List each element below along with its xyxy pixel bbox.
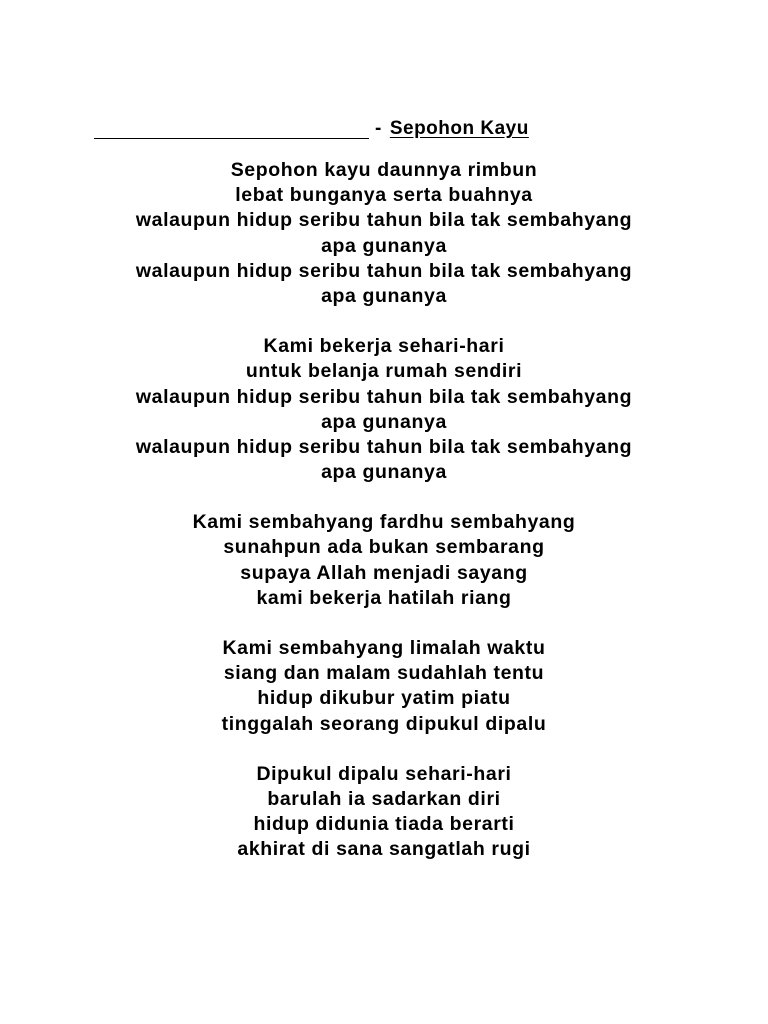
lyric-line: Kami bekerja sehari-hari bbox=[263, 335, 505, 358]
stanza bbox=[0, 510, 768, 611]
lyric-line: barulah ia sadarkan diri bbox=[267, 787, 501, 810]
lyric-line: walaupun hidup seribu tahun bila tak sembahyang bbox=[135, 209, 633, 232]
lyric-line: lebat bunganya serta buahnya bbox=[235, 184, 533, 207]
lyric-line: tinggalah seorang dipukul dipalu bbox=[221, 712, 547, 735]
lyric-line: hidup didunia tiada berarti bbox=[253, 813, 515, 836]
lyric-line: apa gunanya bbox=[321, 234, 447, 257]
stanza bbox=[0, 762, 768, 863]
stanza bbox=[0, 334, 768, 485]
lyric-line: walaupun hidup seribu tahun bila tak sembahyang bbox=[135, 385, 633, 408]
stanza bbox=[0, 636, 768, 737]
lyrics-body bbox=[0, 158, 768, 888]
title-blank-line bbox=[94, 138, 369, 139]
lyric-line: kami bekerja hatilah riang bbox=[256, 586, 512, 609]
lyric-line: siang dan malam sudahlah tentu bbox=[223, 662, 545, 685]
stanza bbox=[0, 158, 768, 309]
lyric-line: akhirat di sana sangatlah rugi bbox=[237, 838, 531, 861]
lyric-line: walaupun hidup seribu tahun bila tak sembahyang bbox=[135, 259, 633, 282]
title-label: Sepohon Kayu bbox=[389, 118, 529, 139]
title-row bbox=[0, 118, 768, 148]
title-dash: - bbox=[375, 118, 382, 139]
lyric-line: untuk belanja rumah sendiri bbox=[245, 360, 523, 383]
lyric-line: apa gunanya bbox=[321, 284, 447, 307]
lyric-line: Dipukul dipalu sehari-hari bbox=[256, 762, 512, 785]
song-title bbox=[375, 118, 529, 140]
lyric-line: Kami sembahyang limalah waktu bbox=[222, 637, 546, 659]
lyric-line: apa gunanya bbox=[321, 461, 447, 484]
lyric-line: Sepohon kayu daunnya rimbun bbox=[230, 159, 538, 181]
lyric-line: walaupun hidup seribu tahun bila tak sembahyang bbox=[135, 435, 633, 458]
lyric-line: supaya Allah menjadi sayang bbox=[240, 561, 528, 584]
lyric-line: apa gunanya bbox=[321, 410, 447, 433]
lyric-line: hidup dikubur yatim piatu bbox=[257, 687, 511, 710]
lyric-line: Kami sembahyang fardhu sembahyang bbox=[192, 511, 576, 534]
lyric-line: sunahpun ada bukan sembarang bbox=[223, 536, 545, 559]
